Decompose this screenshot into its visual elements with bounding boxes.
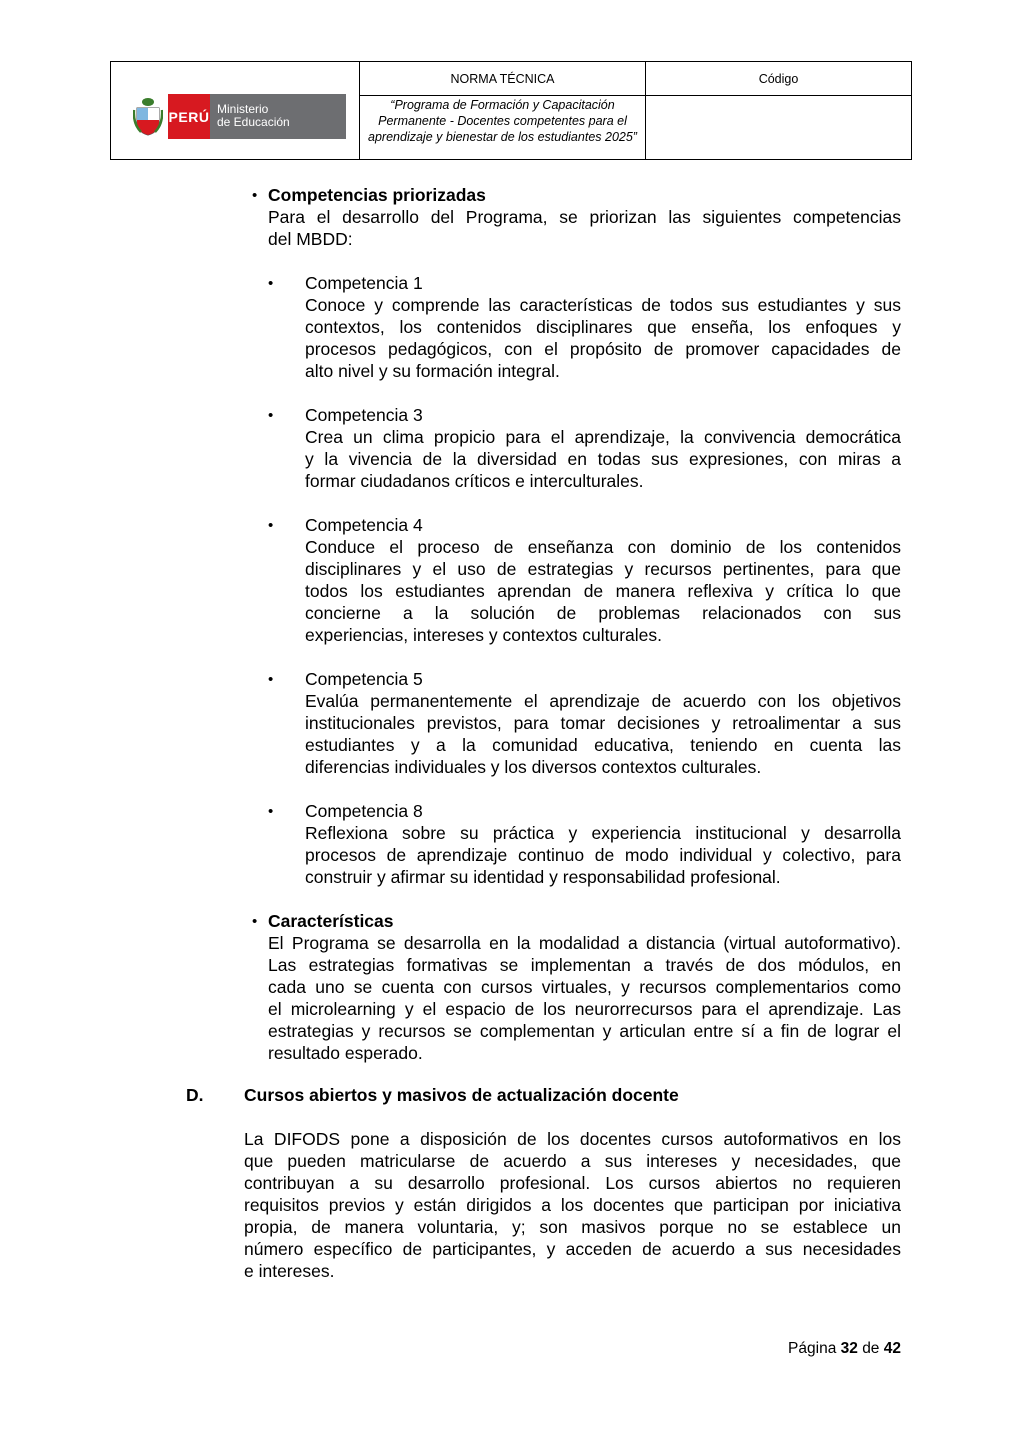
competencia-text-line: Crea un clima propicio para el aprendizaje, la convivencia democrática — [305, 427, 901, 447]
cursos-text-line: propia, de manera voluntaria, y; son masivos porque no se establece un — [244, 1217, 901, 1237]
caracteristicas-text-line: estrategias y recursos se complementan y articulan entre sí a fin de lograr el — [268, 1021, 901, 1041]
cursos-text-line: contribuyan a su desarrollo profesional. Los cursos abiertos no requieren — [244, 1173, 901, 1193]
competencia-title: Competencia 4 — [305, 515, 423, 535]
caracteristicas-text-line: resultado esperado. — [268, 1043, 423, 1063]
ministry-label: Ministerio de Educación — [210, 94, 346, 139]
section-heading-competencias: Competencias priorizadas — [268, 185, 486, 205]
competencia-text-line: formar ciudadanos críticos e interculturales. — [305, 471, 644, 491]
peru-label: PERÚ — [168, 94, 210, 139]
competencia-title: Competencia 8 — [305, 801, 423, 821]
code-label: Código — [646, 62, 911, 96]
competencia-text-line: contextos, los contenidos disciplinares que enseña, los enfoques y — [305, 317, 901, 337]
bullet-dot: • — [268, 803, 274, 820]
competencia-text-line: Conduce el proceso de enseñanza con dominio de los contenidos — [305, 537, 901, 557]
logo-cell — [111, 62, 360, 159]
bullet-dot: • — [268, 671, 274, 688]
bullet-dot: • — [268, 517, 274, 534]
competencias-intro-line: Para el desarrollo del Programa, se priorizan las siguientes competencias — [268, 207, 901, 227]
competencia-text-line: procesos pedagógicos, con el propósito de promover capacidades de — [305, 339, 901, 359]
bullet-dot: • — [252, 187, 258, 204]
section-heading-cursos: Cursos abiertos y masivos de actualización docente — [244, 1085, 679, 1105]
bullet-dot: • — [268, 275, 274, 292]
cursos-text-line: que pueden matricularse de acuerdo a sus intereses y necesidades, que — [244, 1151, 901, 1171]
bullet-dot: • — [268, 407, 274, 424]
competencia-text-line: procesos de aprendizaje continuo de modo individual y colectivo, para — [305, 845, 901, 865]
caracteristicas-text-line: el microlearning y el espacio de los neurorrecursos para el aprendizaje. Las — [268, 999, 901, 1019]
competencia-text-line: concierne a la solución de problemas relacionados con sus — [305, 603, 901, 623]
norm-title: NORMA TÉCNICA — [360, 62, 646, 96]
competencia-text-line: Conoce y comprende las características de todos sus estudiantes y sus — [305, 295, 901, 315]
cursos-text-line: requisitos previos y están dirigidos a los docentes que participan por iniciativa — [244, 1195, 901, 1215]
bullet-dot: • — [252, 913, 258, 930]
competencia-text-line: construir y afirmar su identidad y responsabilidad profesional. — [305, 867, 781, 887]
cursos-text-line: La DIFODS pone a disposición de los docentes cursos autoformativos en los — [244, 1129, 901, 1149]
competencia-text-line: Evalúa permanentemente el aprendizaje de acuerdo con los objetivos — [305, 691, 901, 711]
document-header — [110, 61, 912, 160]
code-value-cell — [646, 96, 911, 159]
program-title: “Programa de Formación y Capacitación Permanente - Docentes competentes para el aprendizaje y bienestar de los estudiantes 2025” — [360, 96, 646, 159]
section-letter: D. — [186, 1085, 204, 1105]
cursos-text-line: número específico de participantes, y acceden de acuerdo a sus necesidades — [244, 1239, 901, 1259]
competencia-text-line: Reflexiona sobre su práctica y experiencia institucional y desarrolla — [305, 823, 901, 843]
section-heading-caracteristicas: Características — [268, 911, 394, 931]
competencia-text-line: diferencias individuales y los diversos contextos culturales. — [305, 757, 762, 777]
page-number: Página 32 de 42 — [788, 1340, 901, 1357]
coat-of-arms-icon — [133, 96, 163, 136]
competencia-text-line: disciplinares y el uso de estrategias y recursos pertinentes, para que — [305, 559, 901, 579]
caracteristicas-text-line: Las estrategias formativas se implementan a través de dos módulos, en — [268, 955, 901, 975]
competencia-title: Competencia 5 — [305, 669, 423, 689]
competencia-text-line: alto nivel y su formación integral. — [305, 361, 560, 381]
competencia-title: Competencia 1 — [305, 273, 423, 293]
competencia-text-line: y la vivencia de la diversidad en todas sus expresiones, con miras a — [305, 449, 901, 469]
competencia-text-line: experiencias, intereses y contextos culturales. — [305, 625, 662, 645]
caracteristicas-text-line: cada uno se cuenta con cursos virtuales, y recursos complementarios como — [268, 977, 901, 997]
cursos-text-line: e intereses. — [244, 1261, 335, 1281]
competencia-title: Competencia 3 — [305, 405, 423, 425]
competencia-text-line: estudiantes y a la comunidad educativa, teniendo en cuenta las — [305, 735, 901, 755]
caracteristicas-text-line: El Programa se desarrolla en la modalidad a distancia (virtual autoformativo). — [268, 933, 901, 953]
competencias-intro-line: del MBDD: — [268, 229, 353, 249]
minedu-logo — [133, 94, 349, 139]
competencia-text-line: institucionales previstos, para tomar decisiones y retroalimentar a sus — [305, 713, 901, 733]
competencia-text-line: todos los estudiantes aprendan de manera reflexiva y crítica lo que — [305, 581, 901, 601]
